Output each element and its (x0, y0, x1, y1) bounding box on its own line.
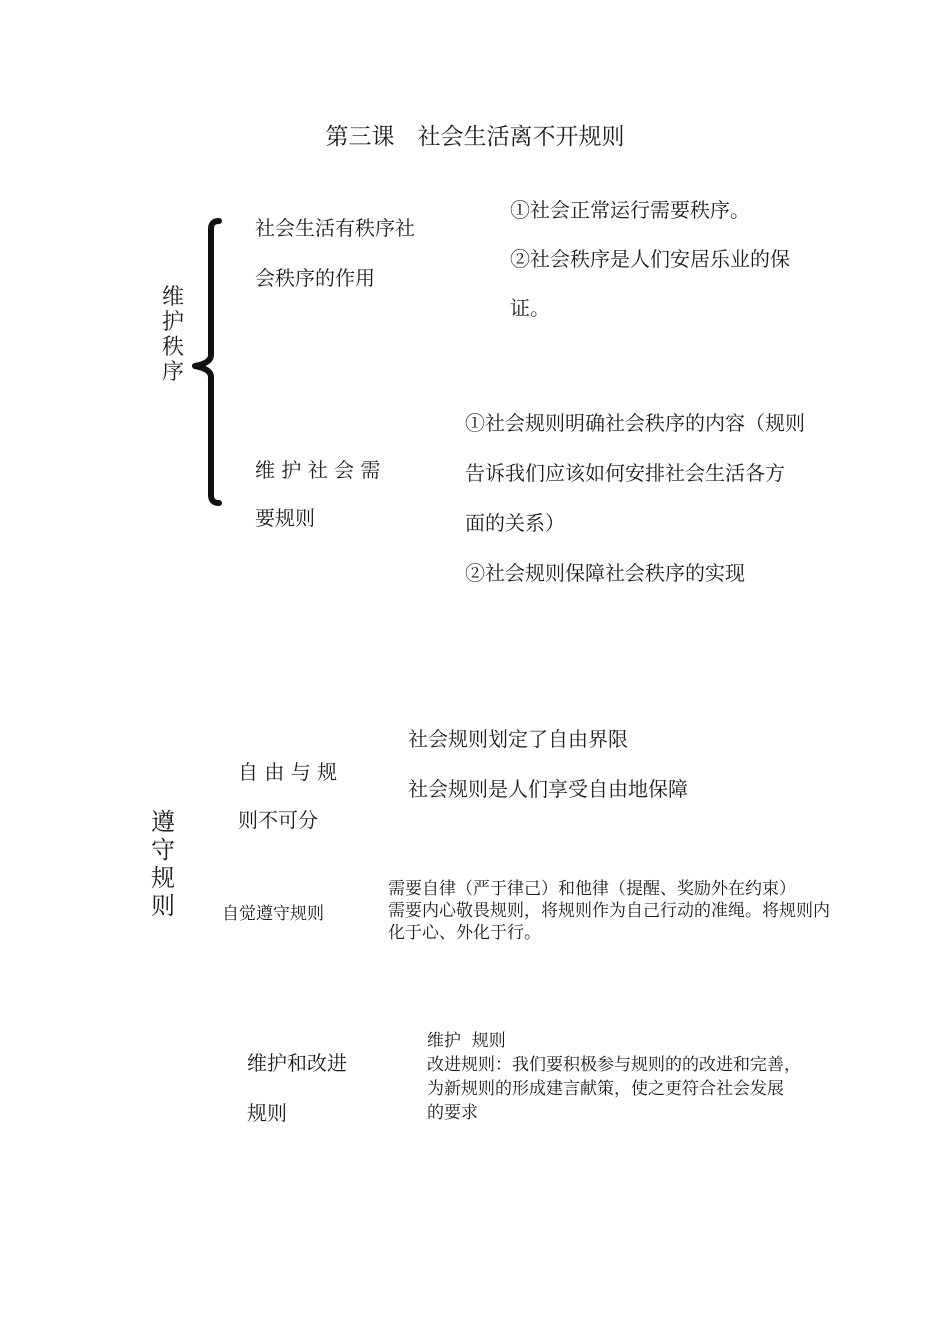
points-maintain-improve (427, 1029, 801, 1125)
point-item: 证。 (510, 296, 550, 320)
topic-freedom-rules-line-2: 则不可分 (238, 808, 318, 832)
topic-order-role-line-1: 社会生活有秩序社 (255, 216, 415, 240)
point-item: 为新规则的形成建言献策，使之更符合社会发展 (427, 1079, 784, 1099)
points-need-rules (465, 398, 805, 598)
section-label-obey-rules: 遵守规则 (151, 808, 175, 920)
points-consciously-obey (388, 878, 830, 944)
points-order-role (510, 186, 790, 333)
point-item: ①社会规则明确社会秩序的内容（规则 (465, 411, 805, 435)
points-freedom-rules (408, 714, 688, 814)
point-item: ②社会规则保障社会秩序的实现 (465, 561, 745, 585)
topic-need-rules-line-1: 维 护 社 会 需 (255, 458, 381, 482)
topic-maintain-improve (247, 1038, 347, 1138)
topic-maintain-improve-line-1: 维护和改进 (247, 1051, 347, 1075)
point-item: 的要求 (427, 1103, 478, 1123)
topic-consciously-obey-line-1: 自觉遵守规则 (222, 904, 324, 924)
topic-order-role (255, 203, 415, 303)
topic-need-rules (255, 446, 380, 542)
point-item: 需要自律（严于律己）和他律（提醒、奖励外在约束） (388, 879, 796, 899)
point-item: 社会规则是人们享受自由地保障 (408, 777, 688, 801)
topic-consciously-obey (222, 903, 324, 925)
point-item: 面的关系） (465, 511, 565, 535)
section-label-maintain-order: 维护秩序 (161, 285, 184, 385)
topic-maintain-improve-line-2: 规则 (247, 1101, 287, 1125)
point-item: 需要内心敬畏规则，将规则作为自己行动的准绳。将规则内 (388, 901, 830, 921)
point-item: 化于心、外化于行。 (388, 923, 541, 943)
topic-need-rules-line-2: 要规则 (255, 506, 315, 530)
point-item: ②社会秩序是人们安居乐业的保 (510, 247, 790, 271)
topic-freedom-rules-line-1: 自 由 与 规 (238, 760, 338, 784)
topic-freedom-rules (238, 748, 337, 844)
point-item: 维护 规则 (427, 1031, 506, 1051)
topic-order-role-line-2: 会秩序的作用 (255, 266, 375, 290)
point-item: 社会规则划定了自由界限 (408, 727, 628, 751)
page-title: 第三课 社会生活离不开规则 (325, 124, 625, 150)
point-item: 改进规则：我们要积极参与规则的的改进和完善， (427, 1055, 801, 1075)
curly-brace-icon (185, 215, 225, 510)
point-item: 告诉我们应该如何安排社会生活各方 (465, 461, 785, 485)
point-item: ①社会正常运行需要秩序。 (510, 198, 750, 222)
